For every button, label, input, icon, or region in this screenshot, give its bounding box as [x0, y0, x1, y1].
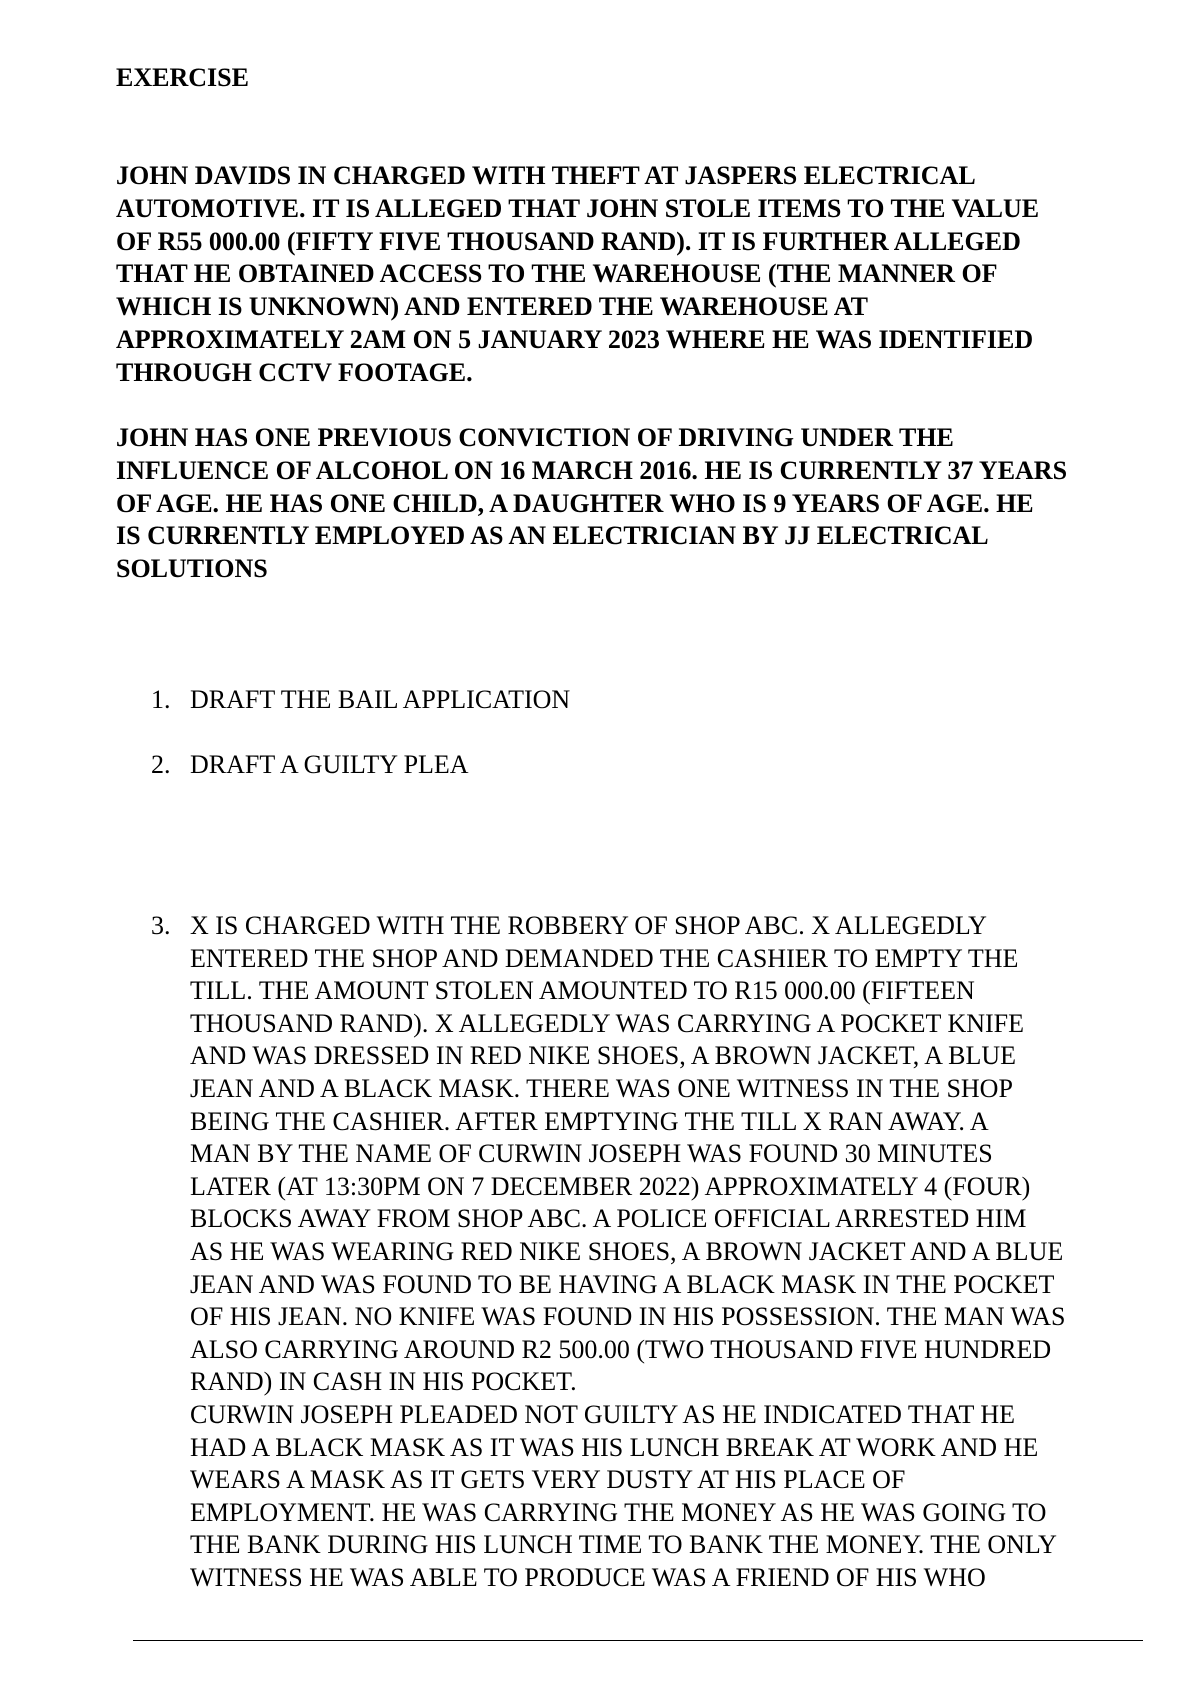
list-item-line: CURWIN JOSEPH PLEADED NOT GUILTY AS HE INDICATED THAT HE	[190, 1399, 1016, 1429]
paragraph-line: AUTOMOTIVE. IT IS ALLEGED THAT JOHN STOLE ITEMS TO THE VALUE	[116, 193, 1040, 223]
document-heading: EXERCISE	[116, 63, 249, 92]
list-item-line: JEAN AND WAS FOUND TO BE HAVING A BLACK MASK IN THE POCKET	[190, 1269, 1055, 1299]
list-item-line: HAD A BLACK MASK AS IT WAS HIS LUNCH BREAK AT WORK AND HE	[190, 1432, 1039, 1462]
list-item-number: 2.	[151, 750, 171, 779]
list-item-line: WEARS A MASK AS IT GETS VERY DUSTY AT HIS PLACE OF	[190, 1465, 906, 1495]
list-item-line: AND WAS DRESSED IN RED NIKE SHOES, A BROWN JACKET, A BLUE	[190, 1041, 1017, 1071]
list-item-line: OF HIS JEAN. NO KNIFE WAS FOUND IN HIS POSSESSION. THE MAN WAS	[190, 1302, 1066, 1332]
personal-circumstances-paragraph	[116, 422, 1067, 586]
list-item-line: THE BANK DURING HIS LUNCH TIME TO BANK THE MONEY. THE ONLY	[190, 1530, 1057, 1560]
list-item-line: ENTERED THE SHOP AND DEMANDED THE CASHIER TO EMPTY THE	[190, 943, 1019, 973]
paragraph-line: OF AGE. HE HAS ONE CHILD, A DAUGHTER WHO IS 9 YEARS OF AGE. HE	[116, 488, 1034, 518]
list-item-line: TILL. THE AMOUNT STOLEN AMOUNTED TO R15 000.00 (FIFTEEN	[190, 976, 975, 1006]
paragraph-line: IS CURRENTLY EMPLOYED AS AN ELECTRICIAN BY JJ ELECTRICAL	[116, 521, 989, 551]
list-item-line: WITNESS HE WAS ABLE TO PRODUCE WAS A FRIEND OF HIS WHO	[190, 1562, 986, 1592]
list-item-line: MAN BY THE NAME OF CURWIN JOSEPH WAS FOUND 30 MINUTES	[190, 1139, 993, 1169]
list-item-line: AS HE WAS WEARING RED NIKE SHOES, A BROWN JACKET AND A BLUE	[190, 1236, 1064, 1266]
case-facts-paragraph	[116, 160, 1039, 390]
list-item-text	[190, 684, 570, 717]
list-item-number: 1.	[151, 685, 171, 714]
list-item-text	[190, 910, 1065, 1594]
paragraph-line: THROUGH CCTV FOOTAGE.	[116, 357, 473, 387]
list-item-line: BEING THE CASHIER. AFTER EMPTYING THE TILL X RAN AWAY. A	[190, 1106, 989, 1136]
list-item-line: BLOCKS AWAY FROM SHOP ABC. A POLICE OFFICIAL ARRESTED HIM	[190, 1204, 1027, 1234]
list-item-line: JEAN AND A BLACK MASK. THERE WAS ONE WITNESS IN THE SHOP	[190, 1073, 1013, 1103]
paragraph-line: OF R55 000.00 (FIFTY FIVE THOUSAND RAND). IT IS FURTHER ALLEGED	[116, 226, 1021, 256]
list-item-line: ALSO CARRYING AROUND R2 500.00 (TWO THOUSAND FIVE HUNDRED	[190, 1334, 1052, 1364]
paragraph-line: JOHN HAS ONE PREVIOUS CONVICTION OF DRIVING UNDER THE	[116, 423, 954, 452]
list-item-number: 3.	[151, 911, 171, 940]
paragraph-line: THAT HE OBTAINED ACCESS TO THE WAREHOUSE (THE MANNER OF	[116, 259, 998, 289]
list-item-line: EMPLOYMENT. HE WAS CARRYING THE MONEY AS HE WAS GOING TO	[190, 1497, 1047, 1527]
footer-divider	[133, 1640, 1143, 1641]
paragraph-line: APPROXIMATELY 2AM ON 5 JANUARY 2023 WHERE HE WAS IDENTIFIED	[116, 324, 1034, 354]
list-item-line: LATER (AT 13:30PM ON 7 DECEMBER 2022) APPROXIMATELY 4 (FOUR)	[190, 1171, 1031, 1201]
paragraph-line: JOHN DAVIDS IN CHARGED WITH THEFT AT JASPERS ELECTRICAL	[116, 161, 976, 190]
list-item-line: DRAFT THE BAIL APPLICATION	[190, 685, 571, 714]
paragraph-line: SOLUTIONS	[116, 554, 268, 584]
list-item-line: X IS CHARGED WITH THE ROBBERY OF SHOP ABC. X ALLEGEDLY	[190, 911, 987, 940]
paragraph-line: WHICH IS UNKNOWN) AND ENTERED THE WAREHOUSE AT	[116, 292, 868, 322]
list-item-line: RAND) IN CASH IN HIS POCKET.	[190, 1367, 577, 1397]
list-item-line: DRAFT A GUILTY PLEA	[190, 750, 469, 779]
paragraph-line: INFLUENCE OF ALCOHOL ON 16 MARCH 2016. HE IS CURRENTLY 37 YEARS	[116, 455, 1068, 485]
list-item-line: THOUSAND RAND). X ALLEGEDLY WAS CARRYING A POCKET KNIFE	[190, 1008, 1025, 1038]
list-item-text	[190, 749, 469, 782]
